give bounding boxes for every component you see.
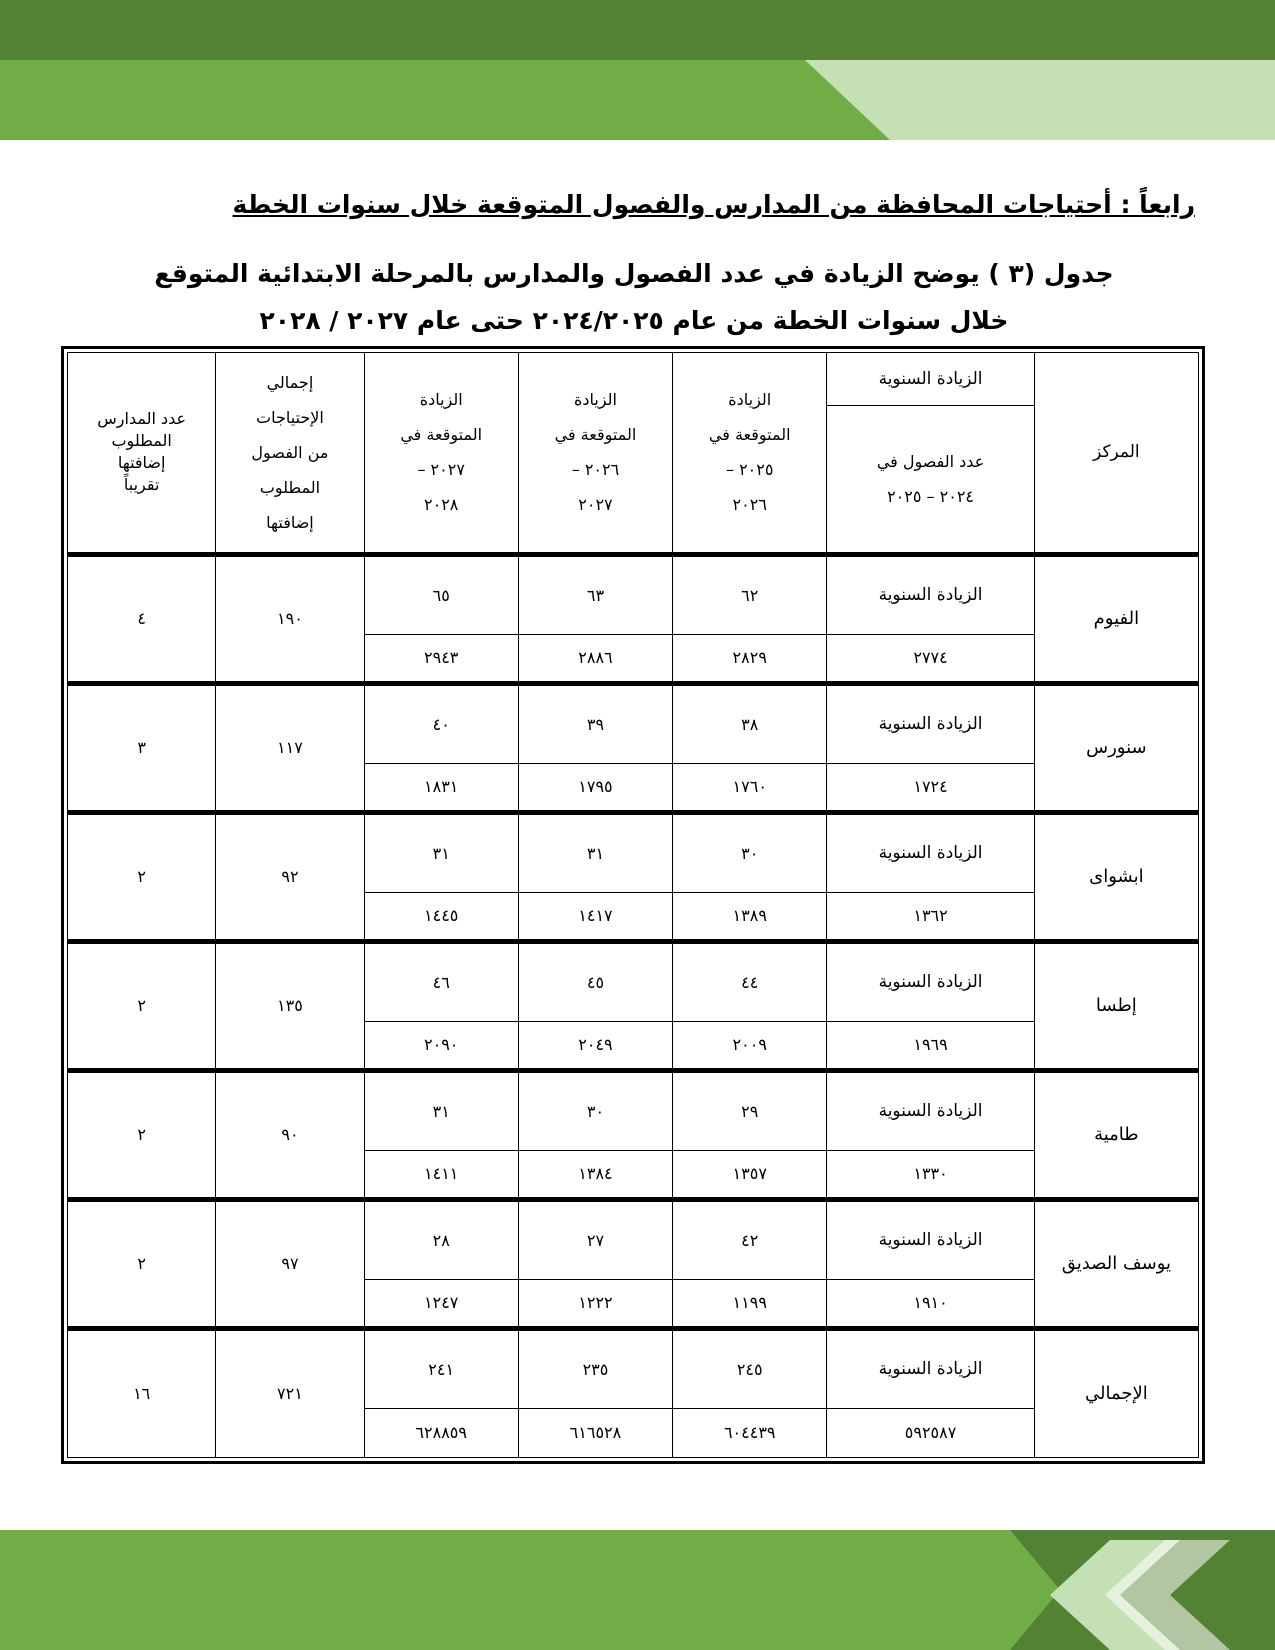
- table-caption-line-1: جدول (٣ ) يوضح الزيادة في عدد الفصول والمدارس بالمرحلة الابتدائية المتوقع: [154, 259, 1114, 288]
- header-increase-2026: الزيادة المتوقعة في ٢٠٢٦ – ٢٠٢٧: [518, 353, 672, 555]
- base-classes-cell: ٢٧٧٤: [827, 634, 1034, 683]
- increase-value-cell: ٣٠: [518, 1070, 672, 1150]
- projected-classes-cell: ١٧٦٠: [673, 763, 827, 812]
- projected-classes-cell: ١٢٢٢: [518, 1279, 672, 1328]
- base-classes-cell: ١٩١٠: [827, 1279, 1034, 1328]
- increase-value-cell: ٢٣٥: [518, 1328, 672, 1408]
- schools-needed-cell: ٢: [68, 812, 216, 941]
- increase-value-cell: ٣١: [518, 812, 672, 892]
- projected-classes-cell: ٢٠٩٠: [364, 1021, 518, 1070]
- projected-classes-cell: ٢٨٢٩: [673, 634, 827, 683]
- total-needs-cell: ٩٢: [216, 812, 364, 941]
- projected-classes-cell: ١٤١١: [364, 1150, 518, 1199]
- bottom-decorative-band: [0, 1530, 1275, 1650]
- total-needs-cell: ٩٠: [216, 1070, 364, 1199]
- base-classes-cell: ١٣٦٢: [827, 892, 1034, 941]
- projected-classes-cell: ٦٠٤٤٣٩: [673, 1408, 827, 1457]
- center-name-cell: الإجمالي: [1034, 1328, 1198, 1457]
- header-annual-increase: الزيادة السنوية: [827, 353, 1034, 406]
- projected-classes-cell: ٦٢٨٨٥٩: [364, 1408, 518, 1457]
- increase-value-cell: ٤٤: [673, 941, 827, 1021]
- increase-value-cell: ٣٨: [673, 683, 827, 763]
- annual-increase-label: الزيادة السنوية: [827, 1199, 1034, 1279]
- annual-increase-label: الزيادة السنوية: [827, 554, 1034, 634]
- increase-value-cell: ٤٦: [364, 941, 518, 1021]
- table-row-increase: [68, 1199, 1199, 1279]
- needs-table-frame: [61, 346, 1205, 1464]
- header-center: المركز: [1034, 353, 1198, 555]
- table-row-increase: [68, 1070, 1199, 1150]
- projected-classes-cell: ١٢٤٧: [364, 1279, 518, 1328]
- total-needs-cell: ١٩٠: [216, 554, 364, 683]
- increase-value-cell: ٦٢: [673, 554, 827, 634]
- annual-increase-label: الزيادة السنوية: [827, 812, 1034, 892]
- base-classes-cell: ٥٩٢٥٨٧: [827, 1408, 1034, 1457]
- table-row-increase: [68, 941, 1199, 1021]
- projected-classes-cell: ١٤١٧: [518, 892, 672, 941]
- increase-value-cell: ٤٥: [518, 941, 672, 1021]
- base-classes-cell: ١٧٢٤: [827, 763, 1034, 812]
- projected-classes-cell: ٦١٦٥٢٨: [518, 1408, 672, 1457]
- projected-classes-cell: ١٣٨٩: [673, 892, 827, 941]
- increase-value-cell: ٢٨: [364, 1199, 518, 1279]
- table-row-increase: [68, 683, 1199, 763]
- increase-value-cell: ٢٧: [518, 1199, 672, 1279]
- total-needs-cell: ٩٧: [216, 1199, 364, 1328]
- increase-value-cell: ٢٩: [673, 1070, 827, 1150]
- schools-needed-cell: ٢: [68, 1199, 216, 1328]
- center-name-cell: سنورس: [1034, 683, 1198, 812]
- increase-value-cell: ٣٩: [518, 683, 672, 763]
- schools-needed-cell: ٤: [68, 554, 216, 683]
- increase-value-cell: ٣١: [364, 1070, 518, 1150]
- annual-increase-label: الزيادة السنوية: [827, 683, 1034, 763]
- projected-classes-cell: ٢٠٤٩: [518, 1021, 672, 1070]
- schools-needed-cell: ٢: [68, 941, 216, 1070]
- annual-increase-label: الزيادة السنوية: [827, 1070, 1034, 1150]
- projected-classes-cell: ٢٨٨٦: [518, 634, 672, 683]
- increase-value-cell: ٤٢: [673, 1199, 827, 1279]
- header-increase-2025: الزيادة المتوقعة في ٢٠٢٥ – ٢٠٢٦: [673, 353, 827, 555]
- header-total-needs: إجمالي الإحتياجات من الفصول المطلوب إضافتها: [216, 353, 364, 555]
- header-increase-2027: الزيادة المتوقعة في ٢٠٢٧ – ٢٠٢٨: [364, 353, 518, 555]
- increase-value-cell: ٣٠: [673, 812, 827, 892]
- schools-needed-cell: ١٦: [68, 1328, 216, 1457]
- increase-value-cell: ٦٣: [518, 554, 672, 634]
- schools-needed-cell: ٢: [68, 1070, 216, 1199]
- header-schools-needed: عدد المدارس المطلوب إضافتها تقريباً: [68, 353, 216, 555]
- header-classes-2024: عدد الفصول في ٢٠٢٤ – ٢٠٢٥: [827, 406, 1034, 555]
- base-classes-cell: ١٣٣٠: [827, 1150, 1034, 1199]
- center-name-cell: طامية: [1034, 1070, 1198, 1199]
- top-decorative-band: [0, 0, 1275, 140]
- projected-classes-cell: ١٣٥٧: [673, 1150, 827, 1199]
- needs-table: [67, 352, 1199, 1458]
- projected-classes-cell: ١٨٣١: [364, 763, 518, 812]
- schools-needed-cell: ٣: [68, 683, 216, 812]
- projected-classes-cell: ١٣٨٤: [518, 1150, 672, 1199]
- table-caption-line-2: خلال سنوات الخطة من عام ٢٠٢٤/٢٠٢٥ حتى عام ٢٠٢٧ / ٢٠٢٨: [259, 306, 1009, 335]
- increase-value-cell: ٦٥: [364, 554, 518, 634]
- increase-value-cell: ٤٠: [364, 683, 518, 763]
- total-needs-cell: ١١٧: [216, 683, 364, 812]
- center-name-cell: يوسف الصديق: [1034, 1199, 1198, 1328]
- center-name-cell: ابشواى: [1034, 812, 1198, 941]
- projected-classes-cell: ٢٩٤٣: [364, 634, 518, 683]
- projected-classes-cell: ١١٩٩: [673, 1279, 827, 1328]
- increase-value-cell: ٣١: [364, 812, 518, 892]
- increase-value-cell: ٢٤١: [364, 1328, 518, 1408]
- annual-increase-label: الزيادة السنوية: [827, 941, 1034, 1021]
- total-needs-cell: ١٣٥: [216, 941, 364, 1070]
- center-name-cell: إطسا: [1034, 941, 1198, 1070]
- total-needs-cell: ٧٢١: [216, 1328, 364, 1457]
- table-row-increase: [68, 554, 1199, 634]
- projected-classes-cell: ١٤٤٥: [364, 892, 518, 941]
- projected-classes-cell: ١٧٩٥: [518, 763, 672, 812]
- annual-increase-label: الزيادة السنوية: [827, 1328, 1034, 1408]
- projected-classes-cell: ٢٠٠٩: [673, 1021, 827, 1070]
- center-name-cell: الفيوم: [1034, 554, 1198, 683]
- table-row-increase: [68, 812, 1199, 892]
- increase-value-cell: ٢٤٥: [673, 1328, 827, 1408]
- section-heading: رابعاً : أحتياجات المحافظة من المدارس والفصول المتوقعة خلال سنوات الخطة: [232, 190, 1195, 219]
- base-classes-cell: ١٩٦٩: [827, 1021, 1034, 1070]
- table-row-increase: [68, 1328, 1199, 1408]
